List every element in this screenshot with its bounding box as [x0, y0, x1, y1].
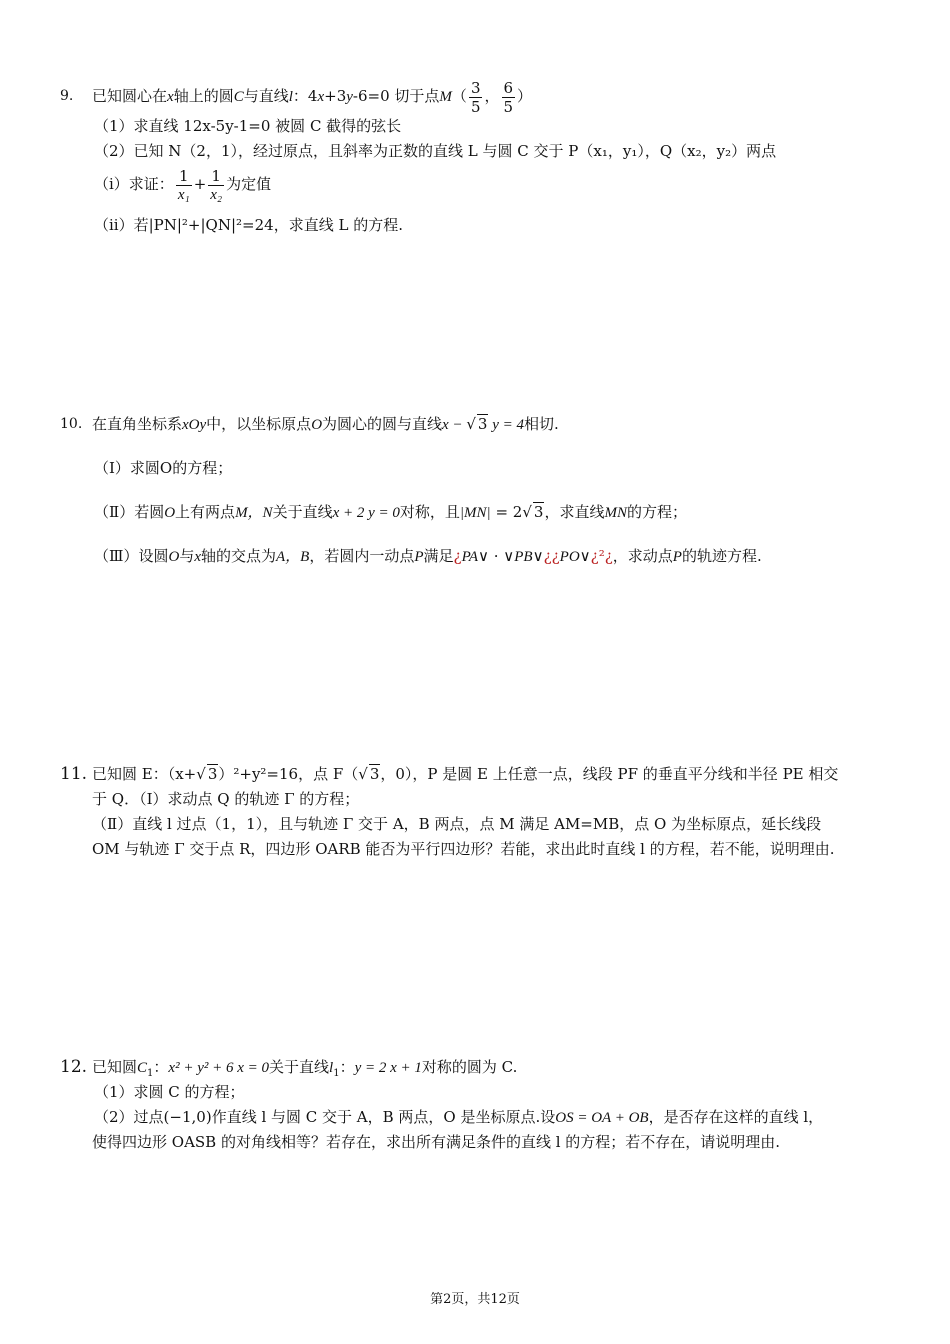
part-var: M，N [235, 505, 273, 521]
part-text: 上有两点 [175, 503, 236, 521]
stem-var: y [346, 89, 353, 105]
part-var: x [194, 549, 201, 565]
stem-var: x [317, 89, 325, 105]
garbled-glyph: ∨ · ∨ [478, 547, 515, 565]
part-text: 为定值 [226, 175, 272, 193]
stem-text: ， [484, 87, 500, 105]
part-text: 对称，且 [399, 503, 460, 521]
part-2-i [94, 162, 271, 206]
part-math: |MN| [459, 505, 491, 521]
part-text: （2）过点 [94, 1108, 164, 1126]
fraction [208, 167, 224, 204]
part-1: （1）求圆 C 的方程； [94, 1083, 245, 1101]
part-var: A，B [276, 549, 310, 565]
stem-math: x − [442, 417, 467, 433]
numerator: 6 [503, 78, 514, 97]
stem-text: ） [517, 87, 533, 105]
stem-text: 已知圆 [92, 1058, 138, 1076]
question-10 [60, 412, 890, 582]
stem-text: -6=0 切于点 [352, 87, 440, 105]
part-text: ，若圆内一动点 [309, 547, 415, 565]
stem-line-2: 于 Q．（Ⅰ）求动点 Q 的轨迹 Γ 的方程； [92, 790, 360, 808]
part-text: 作直线 l 与圆 C 交于 A，B 两点，O 是坐标原点.设 [211, 1108, 556, 1126]
sqrt-radicand: 3 [477, 415, 488, 433]
stem-text: 轴上的圆 [173, 87, 234, 105]
stem-math: x² + y² + 6 x = 0 [168, 1060, 270, 1076]
denominator: 5 [470, 97, 481, 116]
stem-math: y = 4 [488, 417, 524, 433]
sqrt-radicand: 3 [207, 765, 218, 783]
question-9 [60, 72, 890, 242]
denominator: x₂ [210, 186, 223, 203]
stem-text: 在直角坐标系 [92, 415, 183, 433]
part-2: （Ⅱ）直线 l 过点（1，1），且与轨迹 Γ 交于 A，B 两点，点 M 满足 AM=MB，点 O 为坐标原点，延长线段 [92, 815, 822, 833]
question-stem: 已知圆 E：（x+√ 3）²+y²=16，点 F（√ 3，0），P 是圆 E 上任意一点，线段 PF 的垂直平分线和半径 PE 相交 [92, 765, 839, 783]
stem-text: +3 [324, 87, 347, 105]
stem-var: x [167, 89, 174, 105]
part-math: (−1,0) [163, 1108, 212, 1126]
part-var: P [672, 549, 682, 565]
stem-var: M [439, 89, 452, 105]
numerator: 1 [208, 167, 224, 186]
part-2-cont: 使得四边形 OASB 的对角线相等？若存在，求出所有满足条件的直线 l 的方程；若不存在，请说明理由. [92, 1133, 781, 1151]
subscript: 1 [333, 1068, 340, 1079]
part-var: PO [559, 549, 580, 565]
part-math: OS = OA + OB [555, 1110, 649, 1126]
stem-text: 关于直线 [269, 1058, 330, 1076]
garbled-glyph: ¿²¿ [590, 547, 613, 565]
garbled-glyph: ¿ [453, 547, 462, 565]
part-text: 关于直线 [272, 503, 333, 521]
part-text: 的方程； [626, 503, 687, 521]
stem-text: 已知圆 E：（x+ [92, 765, 197, 783]
sqrt-radicand: 3 [533, 503, 544, 521]
part-1: （1）求直线 12x-5y-1=0 被圆 C 截得的弦长 [94, 117, 402, 135]
part-var: O [164, 505, 176, 521]
stem-var: O [311, 417, 323, 433]
part-math: = 2 [490, 503, 523, 521]
garbled-glyph: ∨ [579, 547, 591, 565]
garbled-glyph: ∨ [532, 547, 544, 565]
stem-text: 与直线 [243, 87, 289, 105]
denominator: x₁ [177, 186, 190, 203]
page-footer: 第2页，共12页 [430, 1292, 520, 1307]
garbled-glyph: ¿¿ [543, 547, 560, 565]
stem-text: （ [451, 87, 467, 105]
stem-text: 已知圆心在 [92, 87, 168, 105]
part-2-ii: （ii）若|PN|²+|QN|²=24，求直线 L 的方程. [94, 216, 403, 234]
stem-text: 对称的圆为 C. [421, 1058, 518, 1076]
stem-text: 中，以坐标原点 [206, 415, 312, 433]
stem-text: ）²+y²=16，点 F（ [218, 765, 359, 783]
part-text: ，求直线 [544, 503, 605, 521]
stem-text: ： [339, 1058, 355, 1076]
stem-var: C [233, 89, 244, 105]
stem-var: l [288, 89, 293, 105]
part-text: （i）求证： [94, 175, 174, 193]
numerator: 3 [470, 78, 481, 97]
part-var: P [414, 549, 424, 565]
part-text: （Ⅲ）设圆 [94, 547, 169, 565]
part-1: （Ⅰ）求圆O的方程； [94, 459, 233, 477]
question-11 [60, 762, 890, 872]
question-12 [60, 1055, 890, 1165]
part-text: 满足 [423, 547, 454, 565]
question-number: 9. [60, 88, 74, 104]
part-2-cont: OM 与轨迹 Γ 交于点 R，四边形 OARB 能否为平行四边形？若能，求出此时直线 l 的方程，若不能，说明理由. [92, 840, 835, 858]
part-var: PB [514, 549, 533, 565]
part-var: O [168, 549, 180, 565]
stem-var: xOy [182, 417, 207, 433]
part-var: PA [461, 549, 478, 565]
question-stem: 在直角坐标系xOy中，以坐标原点O为圆心的圆与直线x − √ 3 y = 4相切. [92, 415, 559, 433]
part-text: ，求动点 [612, 547, 673, 565]
sqrt-radicand: 3 [369, 765, 380, 783]
stem-text: 为圆心的圆与直线 [322, 415, 443, 433]
part-2: （Ⅱ）若圆O上有两点M，N关于直线x + 2 y = 0对称，且|MN| = 2√ 3，求直线MN的方程； [94, 503, 687, 521]
plus-sign: + [193, 175, 207, 193]
question-number: 12. [60, 1057, 88, 1077]
part-3 [94, 544, 762, 569]
part-var: MN [604, 505, 627, 521]
stem-var: C [137, 1060, 148, 1076]
part-math: x + 2 y = 0 [332, 505, 400, 521]
part-text: 与 [179, 547, 195, 565]
fraction [176, 167, 192, 204]
numerator: 1 [176, 167, 192, 186]
stem-text: ： [153, 1058, 169, 1076]
part-2 [94, 1105, 823, 1130]
question-number: 10. [60, 416, 83, 432]
stem-math: y = 2 x + 1 [354, 1060, 422, 1076]
fraction [502, 79, 516, 116]
part-text: （Ⅱ）若圆 [94, 503, 165, 521]
part-text: 的轨迹方程. [681, 547, 762, 565]
question-number: 11. [60, 764, 88, 784]
subscript: 1 [147, 1068, 154, 1079]
fraction [469, 79, 483, 116]
part-text: 轴的交点为 [201, 547, 277, 565]
stem-text: 相切. [523, 415, 559, 433]
part-2: （2）已知 N（2，1），经过原点，且斜率为正数的直线 L 与圆 C 交于 P（x₁，y₁），Q（x₂，y₂）两点 [94, 142, 777, 160]
stem-var: l [329, 1060, 334, 1076]
part-text: ，是否存在这样的直线 l， [648, 1108, 824, 1126]
stem-text: ，0），P 是圆 E 上任意一点，线段 PF 的垂直平分线和半径 PE 相交 [380, 765, 839, 783]
denominator: 5 [503, 97, 514, 116]
stem-text: ：4 [292, 87, 318, 105]
